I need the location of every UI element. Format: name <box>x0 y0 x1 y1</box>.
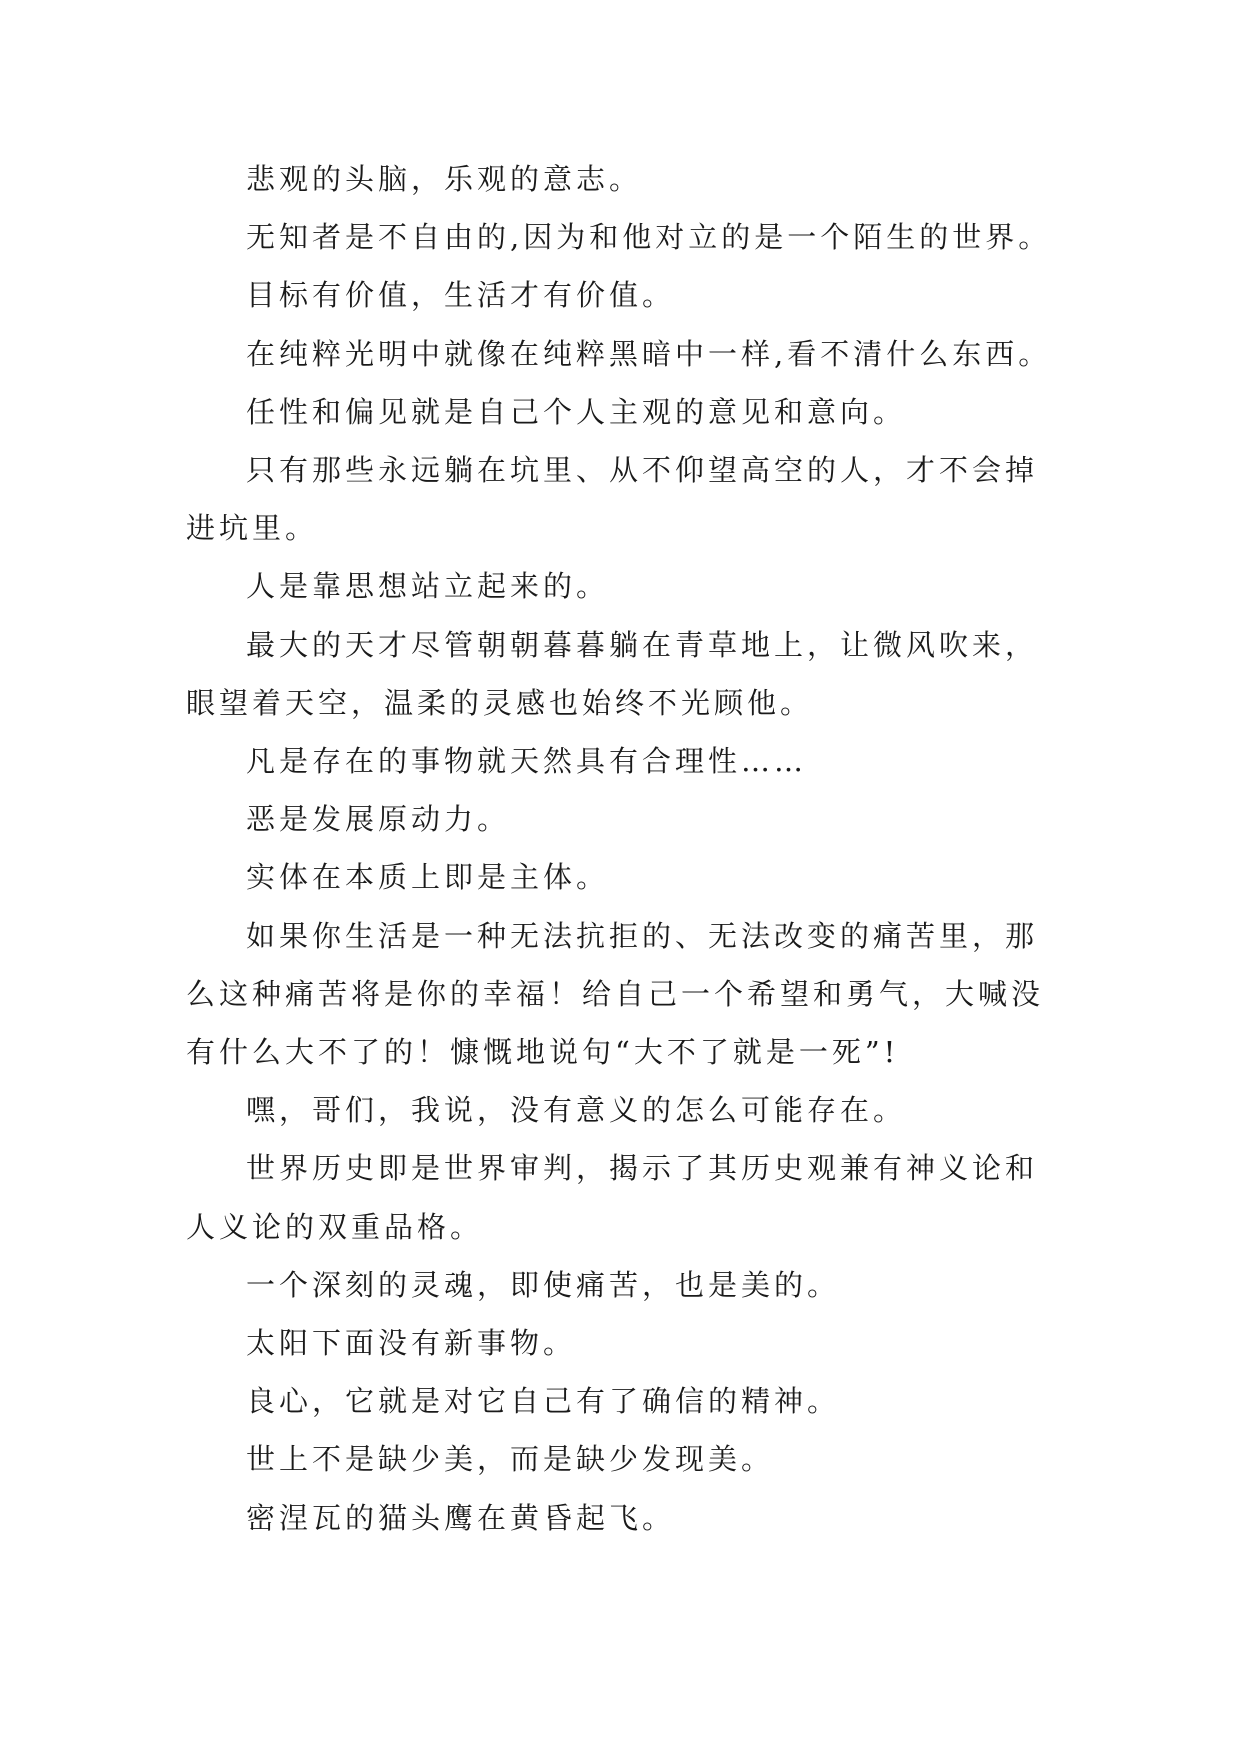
paragraph: 太阳下面没有新事物。 <box>246 1326 577 1361</box>
paragraph: 最大的天才尽管朝朝暮暮躺在青草地上，让微风吹来， 眼望着天空，温柔的灵感也始终不光顾他。 <box>186 627 1039 720</box>
paragraph: 一个深刻的灵魂，即使痛苦，也是美的。 <box>246 1267 841 1302</box>
document-body <box>186 150 1066 1547</box>
paragraph: 凡是存在的事物就天然具有合理性…… <box>246 744 808 779</box>
paragraph: 无知者是不自由的,因为和他对立的是一个陌生的世界。 <box>246 220 1052 255</box>
paragraph: 恶是发展原动力。 <box>246 802 511 837</box>
paragraph: 世上不是缺少美，而是缺少发现美。 <box>246 1442 775 1477</box>
paragraph: 如果你生活是一种无法抗拒的、无法改变的痛苦里，那 么这种痛苦将是你的幸福！给自己一个希望和勇气，大喊没 有什么大不了的！慷慨地说句“大不了就是一死”! <box>186 918 1045 1070</box>
paragraph: 任性和偏见就是自己个人主观的意见和意向。 <box>246 394 907 429</box>
paragraph: 良心，它就是对它自己有了确信的精神。 <box>246 1384 841 1419</box>
paragraph: 只有那些永远躺在坑里、从不仰望高空的人，才不会掉 进坑里。 <box>186 453 1039 546</box>
paragraph: 实体在本质上即是主体。 <box>246 860 610 895</box>
paragraph: 悲观的头脑，乐观的意志。 <box>246 162 643 196</box>
paragraph: 世界历史即是世界审判，揭示了其历史观兼有神义论和 人义论的双重品格。 <box>186 1151 1039 1244</box>
paragraph: 嘿，哥们，我说，没有意义的怎么可能存在。 <box>246 1093 907 1128</box>
paragraph: 目标有价值，生活才有价值。 <box>246 278 676 313</box>
paragraph: 密涅瓦的猫头鹰在黄昏起飞。 <box>246 1500 676 1535</box>
paragraph: 在纯粹光明中就像在纯粹黑暗中一样,看不清什么东西。 <box>246 336 1052 371</box>
paragraph: 人是靠思想站立起来的。 <box>246 569 610 604</box>
